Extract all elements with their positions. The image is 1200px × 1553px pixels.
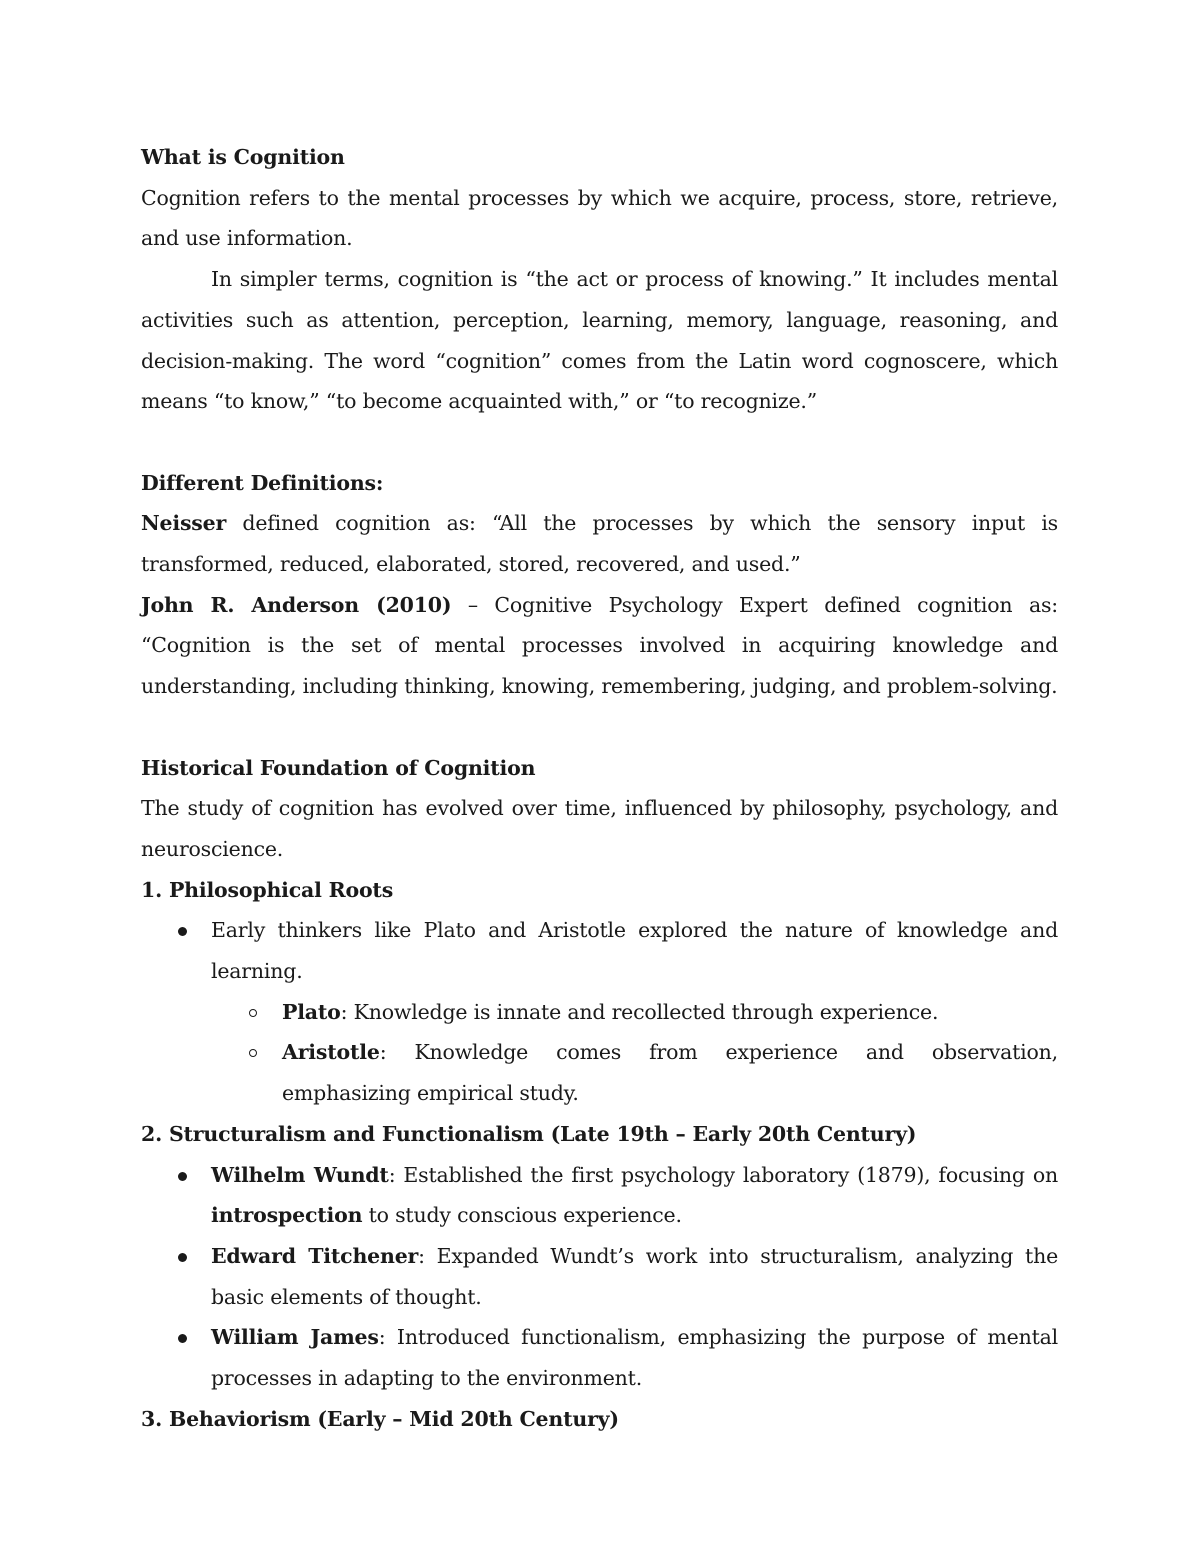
bullet-icon bbox=[178, 1253, 187, 1262]
james-text: : Introduced functionalism, emphasizing the purpose of mental processes in adapting to the environment. bbox=[211, 1325, 1058, 1391]
subheading-behaviorism: 3. Behaviorism (Early – Mid 20th Century) bbox=[141, 1406, 619, 1431]
wundt-text-end: to study conscious experience. bbox=[362, 1203, 682, 1228]
list-item-aristotle bbox=[141, 1032, 1058, 1113]
list-item-plato bbox=[141, 992, 1058, 1033]
definition-neisser bbox=[141, 503, 1058, 584]
list-item-titchener bbox=[141, 1236, 1058, 1317]
heading-what-is-cognition: What is Cognition bbox=[141, 145, 345, 169]
list-philosophical-roots bbox=[141, 910, 1058, 1114]
document-page bbox=[141, 137, 1058, 1439]
anderson-text: – Cognitive Psychology Expert defined cognition as: “Cognition is the set of mental processes involved in acquiring knowledge and understanding, including thinking, knowing, remembering, judging, and problem-solving. bbox=[141, 592, 1058, 699]
neisser-name: Neisser bbox=[141, 511, 227, 536]
wundt-text: : Established the first psychology laboratory (1879), focusing on bbox=[388, 1162, 1058, 1187]
spacer bbox=[141, 422, 1058, 463]
bullet-icon bbox=[178, 1334, 187, 1343]
spacer bbox=[141, 707, 1058, 748]
introspection-term: introspection bbox=[211, 1203, 363, 1228]
aristotle-text: : Knowledge comes from experience and observation, emphasizing empirical study. bbox=[282, 1040, 1058, 1106]
james-name: William James bbox=[211, 1325, 379, 1350]
anderson-name: John R. Anderson (2010) bbox=[141, 592, 452, 617]
subheading-philosophical-roots: 1. Philosophical Roots bbox=[141, 877, 394, 902]
bullet-icon bbox=[178, 927, 187, 936]
hollow-bullet-icon bbox=[249, 1049, 257, 1057]
titchener-text: : Expanded Wundt’s work into structuralism, analyzing the basic elements of thought. bbox=[211, 1243, 1058, 1309]
wundt-name: Wilhelm Wundt bbox=[211, 1162, 389, 1187]
list-item-text: Early thinkers like Plato and Aristotle explored the nature of knowledge and learning. bbox=[211, 918, 1058, 984]
hollow-bullet-icon bbox=[249, 1009, 257, 1017]
list-item-james bbox=[141, 1317, 1058, 1398]
titchener-name: Edward Titchener bbox=[211, 1243, 419, 1268]
definition-anderson bbox=[141, 585, 1058, 707]
bullet-icon bbox=[178, 1172, 187, 1181]
heading-different-definitions: Different Definitions: bbox=[141, 470, 384, 495]
list-structuralism bbox=[141, 1155, 1058, 1399]
subheading-structuralism-functionalism: 2. Structuralism and Functionalism (Late 19th – Early 20th Century) bbox=[141, 1121, 917, 1146]
list-item-wundt bbox=[141, 1155, 1058, 1236]
paragraph-historical-intro: The study of cognition has evolved over time, influenced by philosophy, psychology, and neuroscience. bbox=[141, 796, 1058, 861]
paragraph-cognition-definition: Cognition refers to the mental processes by which we acquire, process, store, retrieve, and use information. bbox=[141, 185, 1058, 251]
plato-name: Plato bbox=[282, 999, 341, 1024]
plato-text: : Knowledge is innate and recollected through experience. bbox=[340, 999, 939, 1024]
aristotle-name: Aristotle bbox=[282, 1040, 380, 1065]
list-item bbox=[141, 910, 1058, 991]
neisser-text: defined cognition as: “All the processes by which the sensory input is transformed, reduced, elaborated, stored, recovered, and used.” bbox=[141, 511, 1058, 577]
paragraph-simpler-terms: In simpler terms, cognition is “the act or process of knowing.” It includes mental activities such as attention, perception, learning, memory, language, reasoning, and decision-making. The word “cognition” comes from the Latin word cognoscere, which means “to know,” “to become acquainted with,” or “to recognize.” bbox=[141, 267, 1058, 414]
heading-historical-foundation: Historical Foundation of Cognition bbox=[141, 755, 536, 780]
